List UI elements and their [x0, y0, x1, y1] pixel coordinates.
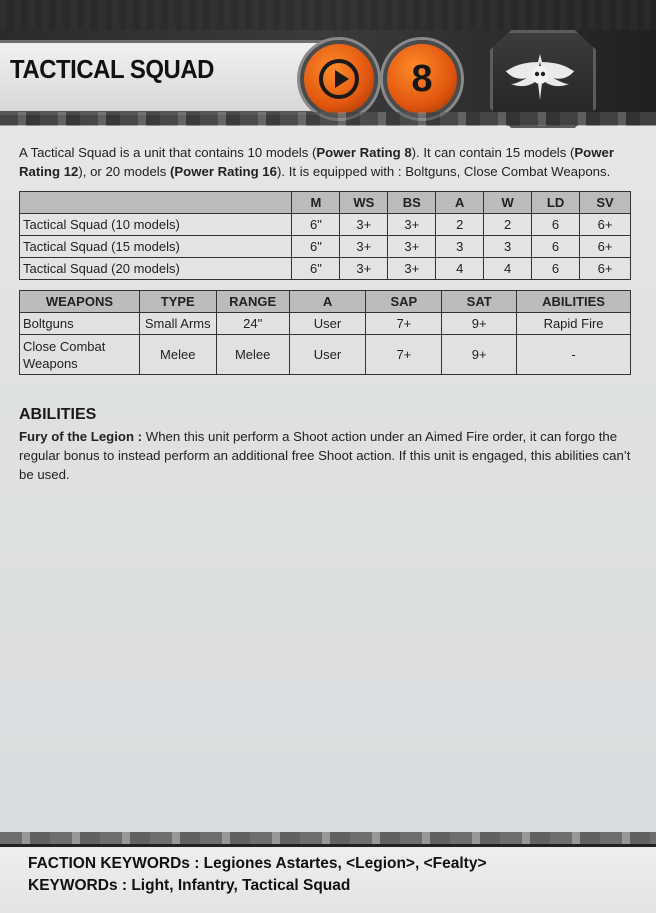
stats-cell: 6" [292, 214, 340, 236]
power-rating-value: 8 [411, 57, 433, 100]
play-circle-icon [319, 59, 359, 99]
stats-cell: 6 [532, 214, 580, 236]
stats-header-m: M [292, 192, 340, 214]
stats-cell: 4 [484, 258, 532, 280]
ability-description [19, 427, 631, 484]
stats-header-a: A [436, 192, 484, 214]
weapons-header-sat: SAT [442, 291, 517, 313]
stats-cell: 3 [484, 236, 532, 258]
weapons-header-weapons: WEAPONS [20, 291, 140, 313]
weapon-cell: Close Combat Weapons [20, 335, 140, 375]
stats-cell: 6+ [580, 258, 631, 280]
table-row [20, 335, 631, 375]
table-row [20, 236, 631, 258]
keywords: KEYWORDs : Light, Infantry, Tactical Squad [28, 877, 351, 894]
weapons-header-a: A [289, 291, 366, 313]
stats-cell: 6" [292, 236, 340, 258]
faction-keywords: FACTION KEYWORDs : Legiones Astartes, <Legion>, <Fealty> [28, 855, 487, 872]
stats-table [19, 191, 631, 280]
weapons-header-range: RANGE [216, 291, 289, 313]
abilities-heading: ABILITIES [19, 406, 97, 423]
stats-cell: 3+ [340, 214, 388, 236]
stats-cell: Tactical Squad (10 models) [20, 214, 292, 236]
table-row [20, 313, 631, 335]
weapon-cell: Melee [139, 335, 216, 375]
stats-cell: 2 [484, 214, 532, 236]
weapon-cell: 9+ [442, 335, 517, 375]
stats-header-row [20, 192, 631, 214]
weapon-cell: User [289, 335, 366, 375]
ability-name: Fury of the Legion : [19, 429, 143, 444]
weapons-header-type: TYPE [139, 291, 216, 313]
stats-header-sv: SV [580, 192, 631, 214]
weapons-header-sap: SAP [366, 291, 442, 313]
weapons-table [19, 290, 631, 375]
header-trim [0, 112, 656, 126]
stats-header-ld: LD [532, 192, 580, 214]
weapon-cell: Boltguns [20, 313, 140, 335]
table-row [20, 258, 631, 280]
weapon-cell: 24" [216, 313, 289, 335]
stats-cell: 6 [532, 258, 580, 280]
stats-cell: Tactical Squad (20 models) [20, 258, 292, 280]
weapons-header-row [20, 291, 631, 313]
stats-header-w: W [484, 192, 532, 214]
stats-cell: 3+ [340, 258, 388, 280]
weapon-cell: - [517, 335, 631, 375]
stats-cell: 4 [436, 258, 484, 280]
move-badge [300, 40, 378, 118]
stats-header-ws: WS [340, 192, 388, 214]
stats-cell: 3+ [340, 236, 388, 258]
weapons-header-abilities: ABILITIES [517, 291, 631, 313]
stats-cell: 6 [532, 236, 580, 258]
stats-cell: 3+ [388, 236, 436, 258]
weapon-cell: 7+ [366, 313, 442, 335]
stats-cell: 6+ [580, 214, 631, 236]
winged-skull-icon [505, 48, 575, 104]
stats-cell: Tactical Squad (15 models) [20, 236, 292, 258]
weapon-cell: 7+ [366, 335, 442, 375]
stats-cell: 3 [436, 236, 484, 258]
weapon-cell: Melee [216, 335, 289, 375]
footer-trim [0, 832, 656, 844]
power-rating-badge [383, 40, 461, 118]
stats-cell: 3+ [388, 258, 436, 280]
weapon-cell: 9+ [442, 313, 517, 335]
stats-cell: 2 [436, 214, 484, 236]
stats-cell: 3+ [388, 214, 436, 236]
unit-title: TACTICAL SQUAD [10, 54, 214, 84]
weapon-cell: User [289, 313, 366, 335]
stats-cell: 6" [292, 258, 340, 280]
weapon-cell: Rapid Fire [517, 313, 631, 335]
unit-description: A Tactical Squad is a unit that contains 10 models (Power Rating 8). It can contain 15 models (Power Rating 12), or 20 models (Power Rating 16). It is equipped with : Boltguns, Close Combat Weapons. [19, 145, 614, 179]
table-row [20, 214, 631, 236]
stats-header-bs: BS [388, 192, 436, 214]
stats-cell: 6+ [580, 236, 631, 258]
stats-header-name [20, 192, 292, 214]
ability-text: When this unit perform a Shoot action under an Aimed Fire order, it can forgo the regular bonus to instead perform an additional free Shoot action. If this unit is engaged, this abilities can’t be used. [19, 429, 631, 482]
weapon-cell: Small Arms [139, 313, 216, 335]
